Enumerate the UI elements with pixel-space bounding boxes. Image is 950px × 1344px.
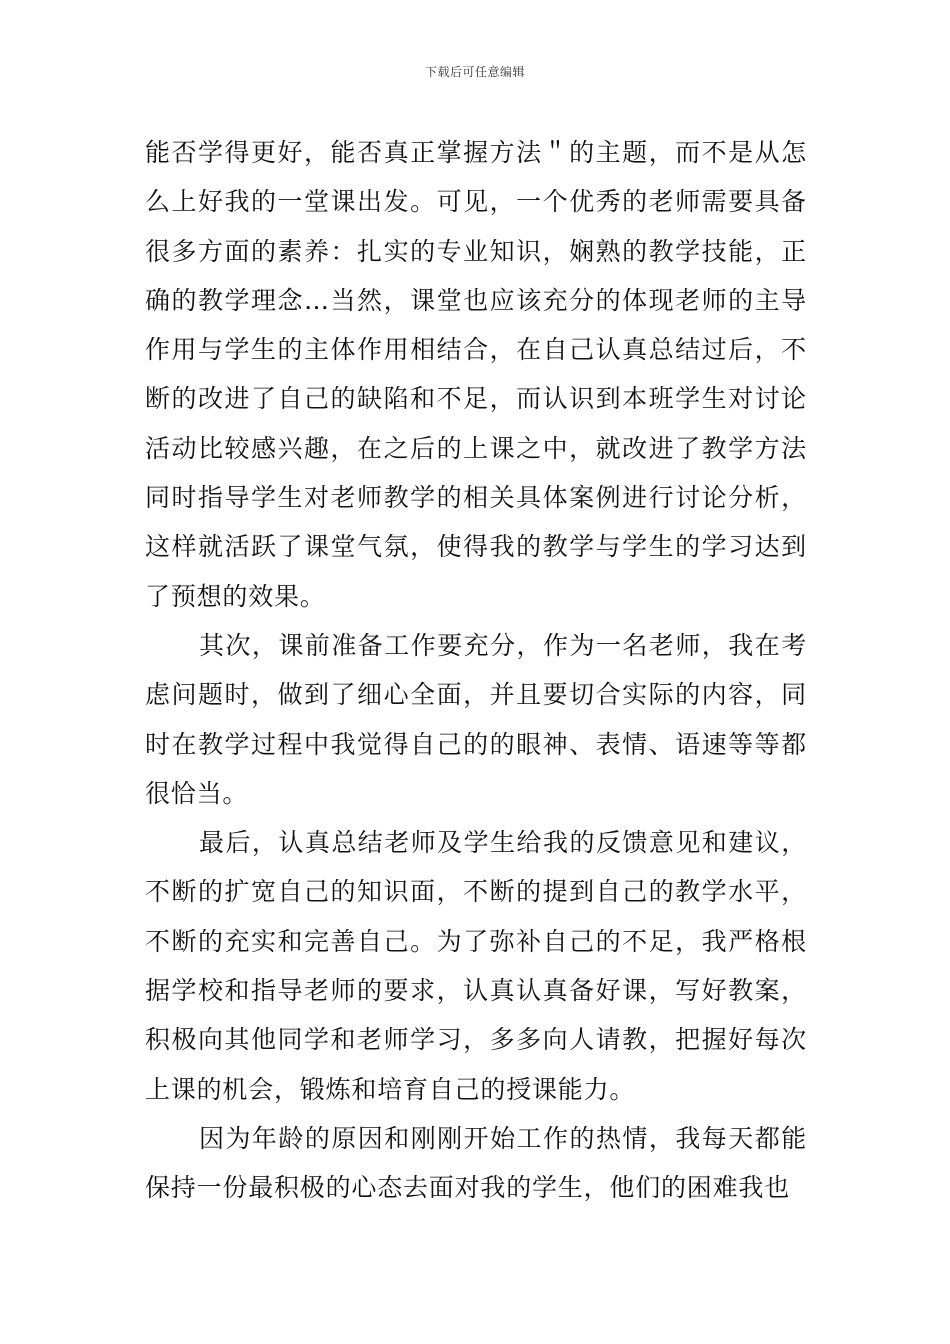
paragraph-enthusiasm: 因为年龄的原因和刚刚开始工作的热情，我每天都能保持一份最积极的心态去面对我的学生，他们的困难我也	[145, 1123, 807, 1203]
document-body	[145, 128, 807, 1213]
paragraph-summary: 最后，认真总结老师及学生给我的反馈意见和建议，不断的扩宽自己的知识面，不断的提到自己的教学水平，不断的充实和完善自己。为了弥补自己的不足，我严格根据学校和指导老师的要求，认真认真备好课，写好教案，积极向其他同学和老师学习，多多向人请教，把握好每次上课的机会，锻炼和培育自己的授课能力。	[145, 828, 807, 1104]
page-header: 下载后可任意编辑	[424, 65, 525, 79]
paragraph-preparation: 其次，课前准备工作要充分，作为一名老师，我在考虑问题时，做到了细心全面，并且要切合实际的内容，同时在教学过程中我觉得自己的的眼神、表情、语速等等都很恰当。	[145, 630, 807, 808]
paragraph-continuation: 能否学得更好，能否真正掌握方法＂的主题，而不是从怎么上好我的一堂课出发。可见，一个优秀的老师需要具备很多方面的素养：扎实的专业知识，娴熟的教学技能，正确的教学理念…当然，课堂也应该充分的体现老师的主导作用与学生的主体作用相结合，在自己认真总结过后，不断的改进了自己的缺陷和不足，而认识到本班学生对讨论活动比较感兴趣，在之后的上课之中，就改进了教学方法同时指导学生对老师教学的相关具体案例进行讨论分析，这样就活跃了课堂气氛，使得我的教学与学生的学习达到了预想的效果。	[145, 138, 807, 611]
